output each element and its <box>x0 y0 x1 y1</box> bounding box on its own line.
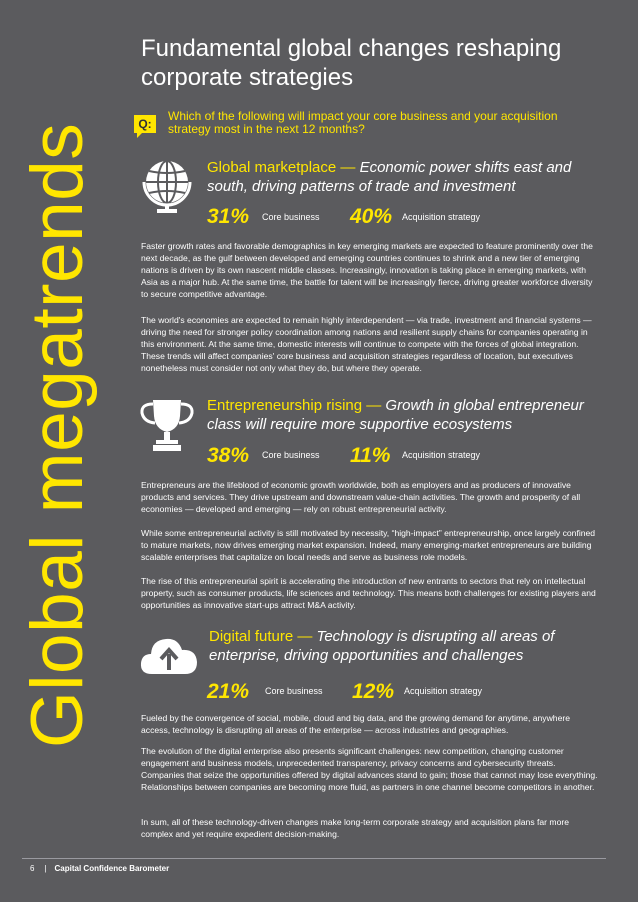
paragraph: Entrepreneurs are the lifeblood of economic growth worldwide, both as employers and as producers of innovative products and services. They drive upstream and downstream value-chain activities. The growth and prosperity of all economies — developed and emerging — rely on robust entrepreneurial activity. <box>141 480 581 514</box>
trophy-icon <box>136 396 198 454</box>
paragraph: While some entrepreneurial activity is still motivated by necessity, “high-impact” entrepreneurship, once largely confined to mature markets, now drives emerging market expansion. Indeed, many emerging-market entrepreneurs are building scalable enterprises that capitalize on local needs and serve as business role models. <box>141 528 596 562</box>
side-title: Global megatrends <box>17 122 98 748</box>
question-text: Which of the following will impact your core business and your acquisition strategy most in the next 12 months? <box>168 109 558 136</box>
publication-name: Capital Confidence Barometer <box>54 864 170 873</box>
acquisition-strategy-value: 11% <box>350 444 391 467</box>
acquisition-strategy-value: 40% <box>350 205 393 228</box>
acquisition-strategy-label: Acquisition strategy <box>402 212 481 222</box>
core-business-label: Core business <box>262 212 320 222</box>
paragraph: In sum, all of these technology-driven changes make long-term corporate strategy and acquisition plans far more complex and yet require expedient decision-making. <box>141 817 570 839</box>
paragraph: Fueled by the convergence of social, mobile, cloud and big data, and the growing demand for anytime, anywhere access, technology is disrupting all areas of the enterprise — across industries and geographies. <box>141 713 570 735</box>
section-heading: Global marketplace — <box>207 159 356 176</box>
core-business-value: 38% <box>207 444 250 467</box>
core-business-label: Core business <box>265 686 323 696</box>
section-title-global-marketplace <box>207 158 587 196</box>
section-subheading: Technology is disrupting all areas of enterprise, driving opportunities and challenges <box>209 628 555 664</box>
core-business-label: Core business <box>262 450 320 460</box>
acquisition-strategy-value: 12% <box>352 680 395 703</box>
section-heading: Digital future — <box>209 628 313 645</box>
cloud-upload-icon <box>138 628 200 678</box>
footer-divider <box>22 858 606 859</box>
section-title-entrepreneurship-rising <box>207 396 587 434</box>
paragraph: Faster growth rates and favorable demographics in key emerging markets are expected to feature prominently over the next decade, as the gulf between developed and emerging countries continues to shrink and a new tier of emerging nations is driven by its own nascent middle classes. Increasingly, innovation is taking place in emerging markets, with Asia as a major hub. At the same time, the battle for talent will be increasingly fierce, driving greater workforce diversity to secure competitive advantage. <box>141 241 593 299</box>
footer-separator: | <box>44 864 47 873</box>
paragraph: The rise of this entrepreneurial spirit is accelerating the introduction of new entrants to sectors that rely on intellectual property, such as consumer products, life sciences and technology. This means both challenges for existing players and opportunities as innovative start-ups attract M&A activity. <box>141 576 596 610</box>
section-heading: Entrepreneurship rising — <box>207 397 382 414</box>
core-business-value: 31% <box>207 205 250 228</box>
paragraph: The world's economies are expected to remain highly interdependent — via trade, investment and financial systems — driving the need for stronger policy coordination among nations and resilient supply chains for companies operating in this environment. At the same time, domestic interests will continue to compete with the forces of global integration. These trends will affect companies' core business and acquisition strategies regardless of location, but executives nonetheless must consider not only what they do, but where they operate. <box>141 315 592 373</box>
acquisition-strategy-label: Acquisition strategy <box>404 686 483 696</box>
core-business-value: 21% <box>207 680 250 703</box>
acquisition-strategy-label: Acquisition strategy <box>402 450 481 460</box>
page-number: 6 <box>30 864 35 873</box>
footer <box>30 864 169 873</box>
section-subheading: Growth in global entrepreneur class will require more supportive ecosystems <box>207 397 584 433</box>
page-title: Fundamental global changes reshaping corporate strategies <box>141 35 562 91</box>
paragraph: The evolution of the digital enterprise also presents significant challenges: new competition, changing customer engagement and business models, unprecedented transparency, privacy concerns and cybersecurity threats. Companies that seize the opportunities offered by digital advances stand to gain; those that cannot may lose everything. Relationships between companies are becoming more fluid, as partners in one channel become competitors in another. <box>141 746 598 792</box>
section-subheading: Economic power shifts east and south, driving patterns of trade and investment <box>207 159 572 195</box>
globe-icon <box>140 158 194 214</box>
section-title-digital-future <box>209 627 589 665</box>
question-badge: Q: <box>134 115 156 133</box>
